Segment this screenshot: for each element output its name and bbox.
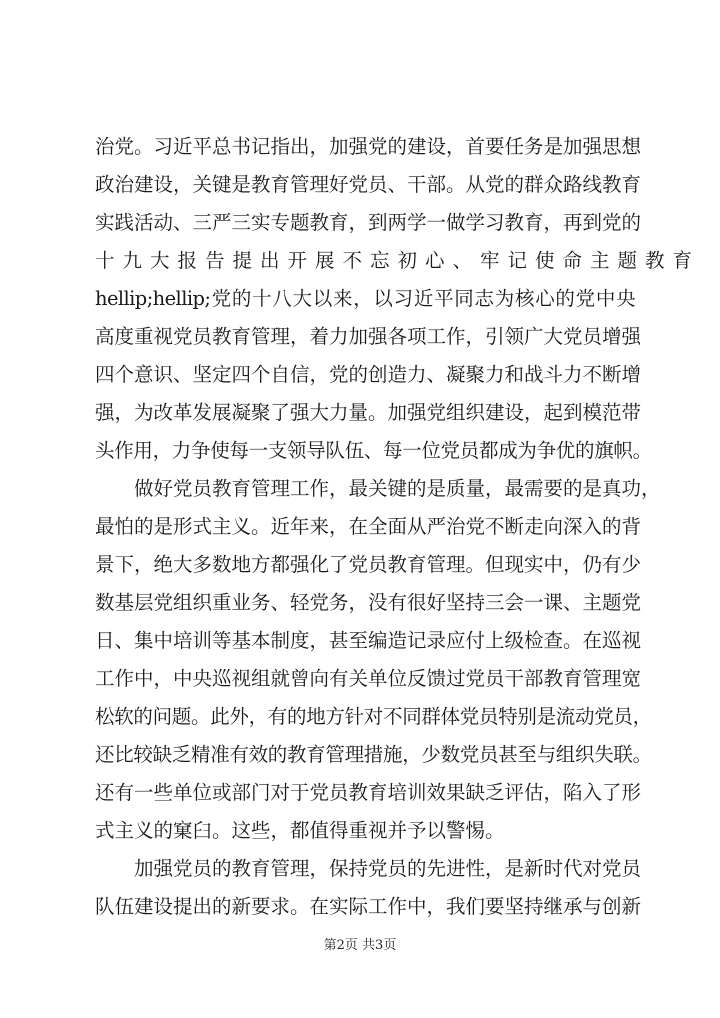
- paragraph-3: [95, 850, 642, 926]
- text-line: 还比较缺乏精准有效的教育管理措施，少数党员甚至与组织失联。: [95, 743, 652, 766]
- text-line: 松软的问题。此外，有的地方针对不同群体党员特别是流动党员，: [95, 705, 652, 728]
- text-line: 还有一些单位或部门对于党员教育培训效果缺乏评估，陷入了形: [95, 781, 642, 804]
- text-line: 四个意识、坚定四个自信，党的创造力、凝聚力和战斗力不断增: [95, 363, 642, 386]
- text-line: 数基层党组织重业务、轻党务，没有很好坚持三会一课、主题党: [95, 591, 642, 614]
- text-line: 治党。习近平总书记指出，加强党的建设，首要任务是加强思想: [95, 135, 642, 158]
- paragraph-1: [95, 128, 701, 470]
- text-line: 高度重视党员教育管理，着力加强各项工作，引领广大党员增强: [95, 325, 642, 348]
- paragraph-2: [95, 470, 661, 850]
- text-line: hellip;hellip;党的十八大以来，以习近平同志为核心的党中央: [95, 287, 635, 310]
- text-line: 强，为改革发展凝聚了强大力量。加强党组织建设，起到模范带: [95, 401, 642, 424]
- text-line: 十九大报告提出开展不忘初心、牢记使命主题教育: [95, 249, 701, 272]
- text-line: 最怕的是形式主义。近年来，在全面从严治党不断走向深入的背: [95, 515, 642, 538]
- document-body: [95, 128, 701, 926]
- page-number-footer: 第2页 共3页: [323, 938, 397, 953]
- text-line: 式主义的窠臼。这些，都值得重视并予以警惕。: [95, 819, 505, 842]
- text-line: 景下，绝大多数地方都强化了党员教育管理。但现实中，仍有少: [95, 553, 642, 576]
- text-line: 加强党员的教育管理，保持党员的先进性，是新时代对党员: [134, 857, 642, 880]
- text-line: 做好党员教育管理工作，最关键的是质量，最需要的是真功，: [134, 477, 661, 500]
- text-line: 头作用，力争使每一支领导队伍、每一位党员都成为争优的旗帜。: [95, 439, 652, 462]
- text-line: 政治建设，关键是教育管理好党员、干部。从党的群众路线教育: [95, 173, 642, 196]
- text-line: 队伍建设提出的新要求。在实际工作中，我们要坚持继承与创新: [95, 895, 642, 918]
- text-line: 日、集中培训等基本制度，甚至编造记录应付上级检查。在巡视: [95, 629, 642, 652]
- text-line: 实践活动、三严三实专题教育，到两学一做学习教育，再到党的: [95, 211, 642, 234]
- text-line: 工作中，中央巡视组就曾向有关单位反馈过党员干部教育管理宽: [95, 667, 642, 690]
